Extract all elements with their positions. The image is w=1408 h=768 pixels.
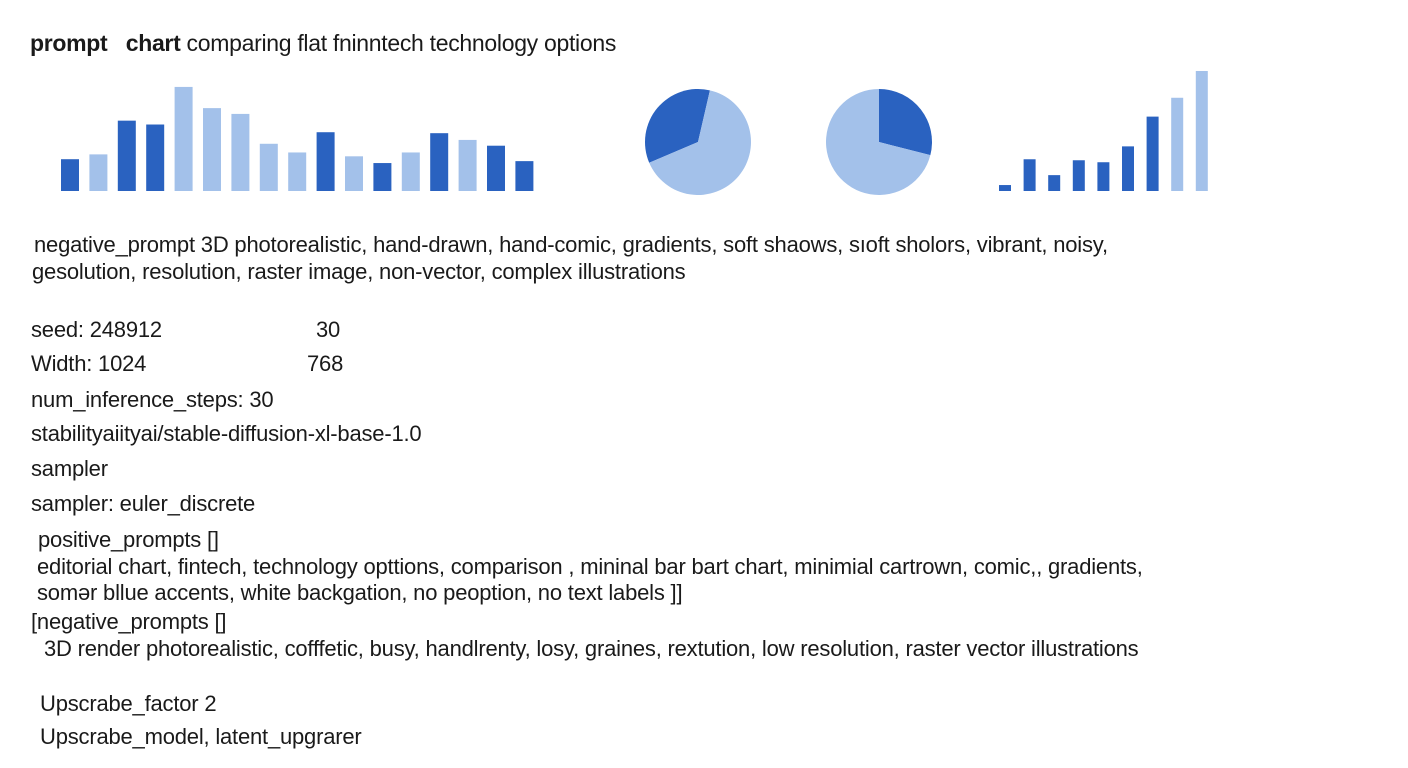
chart-label: chart bbox=[125, 30, 181, 56]
bar bbox=[118, 121, 136, 191]
bar bbox=[345, 156, 363, 191]
negative-prompt-line-2: gesolution, resolution, raster image, non-vector, complex illustrations bbox=[32, 259, 686, 284]
bar bbox=[89, 154, 107, 191]
bar bbox=[260, 144, 278, 191]
bar bbox=[146, 125, 164, 191]
bar bbox=[1171, 98, 1183, 191]
negative-prompts-heading: [negative_prompts [] bbox=[31, 609, 227, 634]
bar bbox=[231, 114, 249, 191]
bar-chart-right bbox=[999, 71, 1208, 191]
bar-chart-left bbox=[61, 87, 533, 191]
bar bbox=[1122, 146, 1134, 191]
upscale-factor: Upscrabe_factor 2 bbox=[40, 691, 217, 716]
bar bbox=[487, 146, 505, 191]
height-value: 768 bbox=[307, 351, 344, 376]
bar bbox=[1024, 159, 1036, 191]
bar bbox=[515, 161, 533, 191]
bar bbox=[1097, 162, 1109, 191]
bar bbox=[61, 159, 79, 191]
model-value: stabilityaiityai/stable-diffusion-xl-base-1.0 bbox=[31, 421, 422, 446]
prompt-rest: comparing flat fninntech technology options bbox=[186, 30, 617, 56]
bar bbox=[317, 132, 335, 191]
steps-value: num_inference_steps: 30 bbox=[31, 387, 274, 412]
width-value: Width: 1024 bbox=[31, 351, 147, 376]
charts-area bbox=[0, 60, 1408, 210]
seed-row bbox=[31, 317, 162, 343]
negative-prompts-line-1: 3D render photorealistic, cofffetic, busy, handlrenty, losy, graines, rextution, low resolution, raster vector illustrations bbox=[44, 636, 1139, 661]
pie-chart-2 bbox=[826, 89, 932, 195]
bar bbox=[1048, 175, 1060, 191]
bar bbox=[1073, 160, 1085, 191]
positive-prompts-line-1: editorial chart, fintech, technology opttions, comparison , mininal bar bart chart, minimial cartrown, comic,, gradients, bbox=[37, 554, 1143, 579]
positive-prompts-line-2: somər bllue accents, white backgation, no peoption, no text labels ]] bbox=[37, 580, 683, 605]
bar bbox=[203, 108, 221, 191]
bar bbox=[402, 152, 420, 191]
upscale-model: Upscrabe_model, latent_upgrarer bbox=[40, 724, 362, 749]
seed-value: seed: 248912 bbox=[31, 317, 162, 342]
prompt-label: prompt bbox=[30, 30, 108, 56]
bar bbox=[430, 133, 448, 191]
bar bbox=[288, 152, 306, 191]
seed-extra: 30 bbox=[316, 317, 341, 342]
bar bbox=[373, 163, 391, 191]
pie-chart-1 bbox=[645, 89, 751, 195]
bar bbox=[175, 87, 193, 191]
positive-prompts-heading: positive_prompts [] bbox=[38, 527, 219, 552]
bar bbox=[459, 140, 477, 191]
sampler-heading: sampler bbox=[31, 456, 108, 481]
bar bbox=[1147, 117, 1159, 191]
negative-prompt-line-1: negative_prompt 3D photorealistic, hand-drawn, hand-comic, gradients, soft shaows, sıoft sholors, vibrant, noisy, bbox=[34, 232, 1108, 257]
sampler-value: sampler: euler_discrete bbox=[31, 491, 256, 516]
bar bbox=[1196, 71, 1208, 191]
bar bbox=[999, 185, 1011, 191]
chart-prompt-line bbox=[30, 30, 616, 57]
